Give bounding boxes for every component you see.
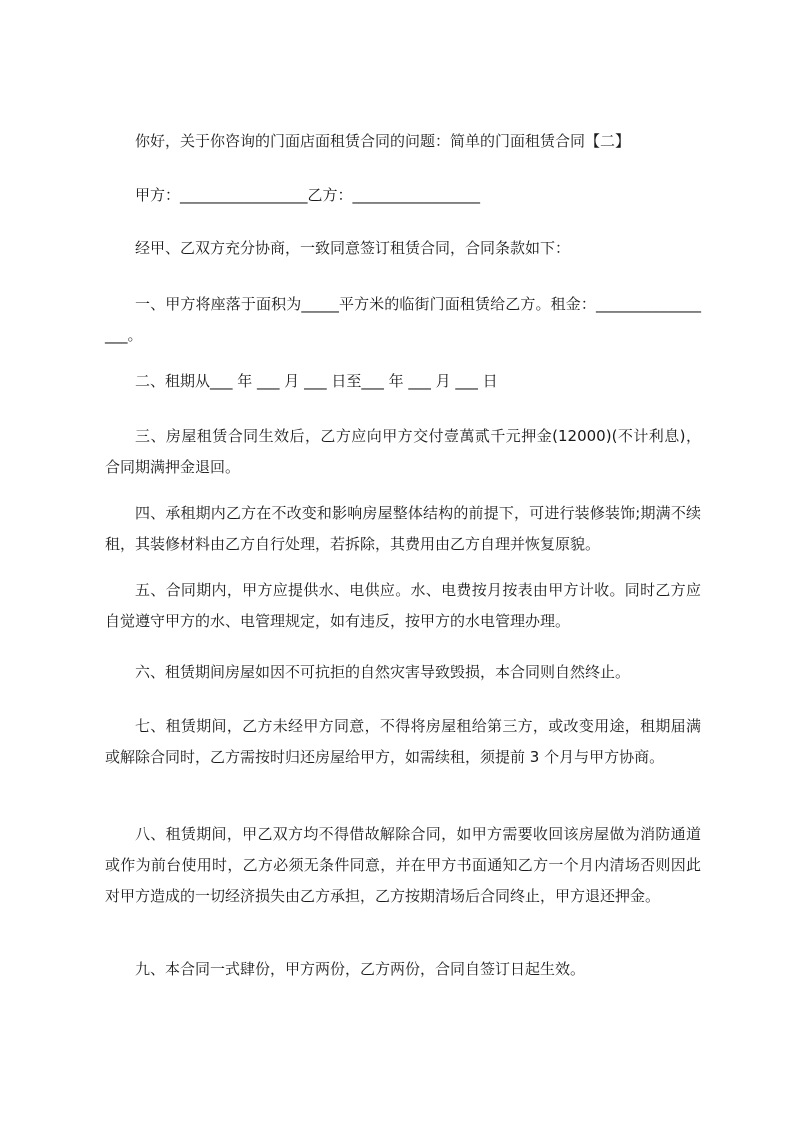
intro-paragraph: 你好，关于你咨询的门面店面租赁合同的问题：简单的门面租赁合同【二】 (135, 132, 631, 150)
clause-9: 九、本合同一式肆份，甲方两份，乙方两份，合同自签订日起生效。 (135, 960, 586, 978)
clause-7: 七、租赁期间，乙方未经甲方同意，不得将房屋租给第三方，或改变用途，租期届满或解除合同时，乙方需按时归还房屋给甲方，如需续租，须提前 3 个月与甲方协商。 (105, 717, 701, 766)
clause-6: 六、租赁期间房屋如因不可抗拒的自然灾害导致毁损，本合同则自然终止。 (135, 663, 631, 681)
parties-line: 甲方：_________________乙方：_________________ (135, 186, 481, 204)
clause-8: 八、租赁期间，甲乙双方均不得借故解除合同，如甲方需要收回该房屋做为消防通道或作为前台使用时，乙方必须无条件同意，并在甲方书面通知乙方一个月内清场否则因此对甲方造成的一切经济损失由乙方承担，乙方按期清场后合同终止，甲方退还押金。 (105, 825, 701, 905)
clause-4: 四、承租期内乙方在不改变和影响房屋整体结构的前提下，可进行装修装饰;期满不续租，其装修材料由乙方自行处理，若拆除，其费用由乙方自理并恢复原貌。 (105, 504, 701, 553)
clause-2: 二、租期从___ 年 ___ 月 ___ 日至___ 年 ___ 月 ___ 日 (135, 372, 498, 390)
preamble-paragraph: 经甲、乙双方充分协商，一致同意签订租赁合同，合同条款如下： (135, 239, 571, 257)
clause-5: 五、合同期内，甲方应提供水、电供应。水、电费按月按表由甲方计收。同时乙方应自觉遵守甲方的水、电管理规定，如有违反，按甲方的水电管理办理。 (105, 581, 701, 630)
clause-1: 一、甲方将座落于面积为_____平方米的临街门面租赁给乙方。租金：_________________。 (105, 295, 701, 344)
clause-3: 三、房屋租赁合同生效后，乙方应向甲方交付壹萬贰千元押金(12000)(不计利息)，合同期满押金退回。 (105, 427, 701, 476)
